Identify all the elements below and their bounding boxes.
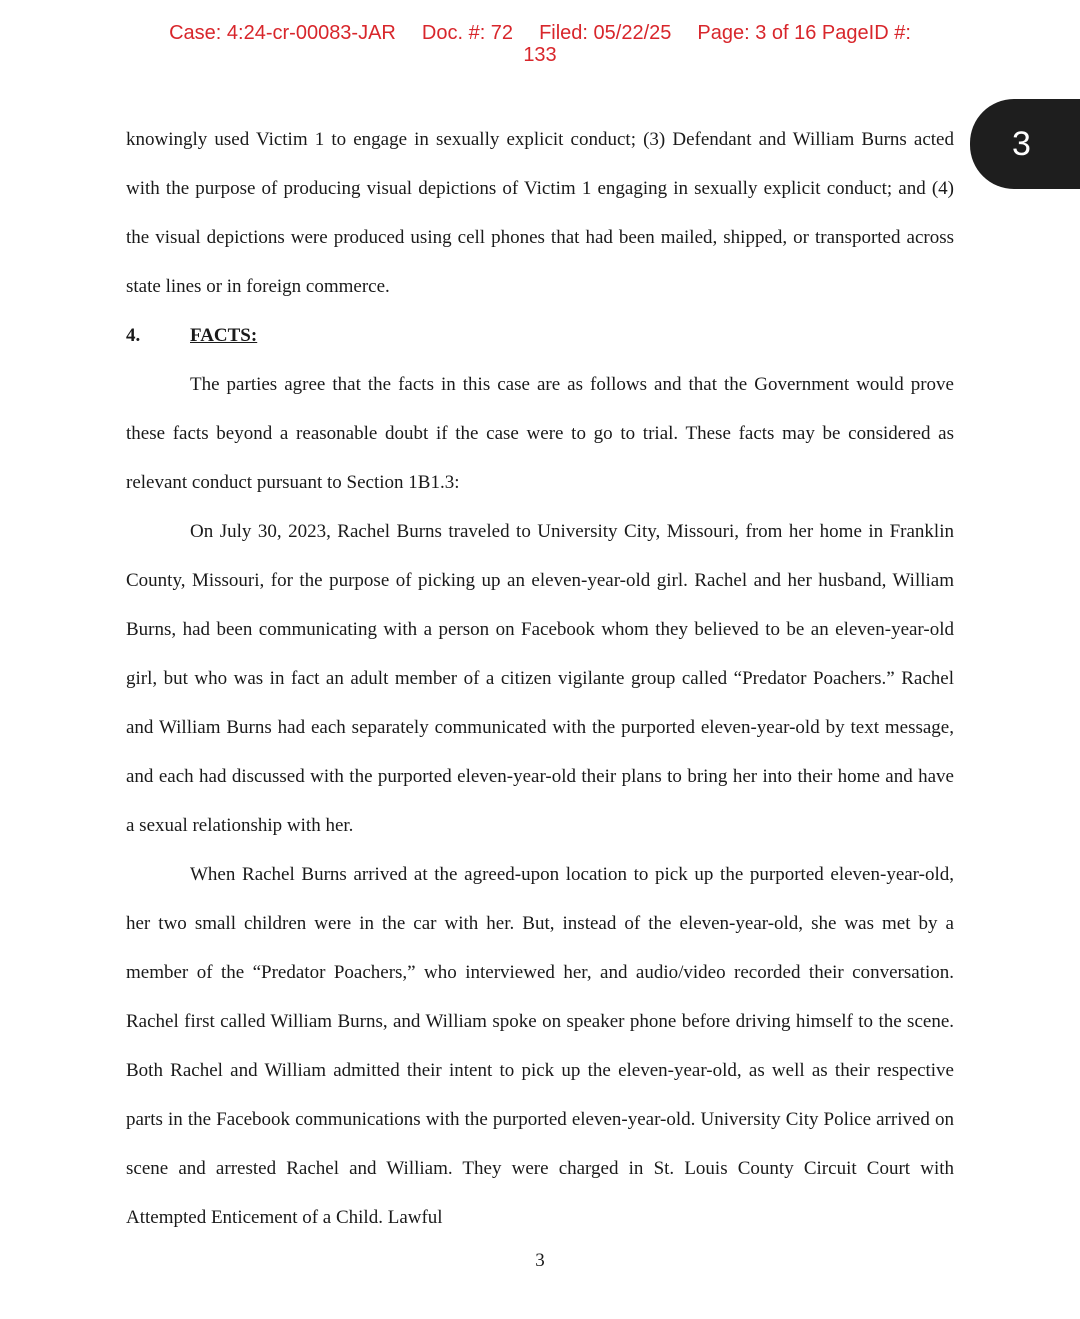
document-number: Doc. #: 72 — [421, 22, 514, 44]
case-number: Case: 4:24-cr-00083-JAR — [169, 22, 396, 44]
paragraph-continued: knowingly used Victim 1 to engage in sexually explicit conduct; (3) Defendant and William Burns acted with the purpose of producing visual depictions of Victim 1 engaging in sexually explicit conduct; and (4) the visual depictions were produced using cell phones that had been mailed, shipped, or transported across state lines or in foreign commerce. — [126, 129, 954, 297]
paragraph-july-30: On July 30, 2023, Rachel Burns traveled to University City, Missouri, from her home in Franklin County, Missouri, for the purpose of picking up an eleven-year-old girl. Rachel and her husband, William Burns, had been communicating with a person on Facebook whom they believed to be an eleven-year-old girl, but who was in fact an adult member of a citizen vigilante group called “Predator Poachers.” Rachel and William Burns had each separately communicated with the purported eleven-year-old by text message, and each had discussed with the purported eleven-year-old their plans to bring her into their home and have a sexual relationship with her. — [126, 521, 954, 836]
page-count: Page: 3 of 16 PageID #: — [697, 22, 911, 44]
page-id: 133 — [523, 44, 557, 66]
page-indicator-badge — [970, 99, 1080, 189]
paragraph-arrival: When Rachel Burns arrived at the agreed-upon location to pick up the purported eleven-year-old, her two small children were in the car with her. But, instead of the eleven-year-old, she was met by a member of the “Predator Poachers,” who interviewed her, and audio/video recorded their conversation. Rachel first called William Burns, and William spoke on speaker phone before driving himself to the scene. Both Rachel and William admitted their intent to pick up the eleven-year-old, as well as their respective parts in the Facebook communications with the purported eleven-year-old. University City Police arrived on scene and arrested Rachel and William. They were charged in St. Louis County Circuit Court with Attempted Enticement of a Child. Lawful — [126, 864, 954, 1228]
footer-page-number: 3 — [535, 1250, 545, 1271]
section-heading — [126, 311, 954, 360]
paragraph-agreement: The parties agree that the facts in this case are as follows and that the Government would prove these facts beyond a reasonable doubt if the case were to go to trial. These facts may be considered as relevant conduct pursuant to Section 1B1.3: — [126, 374, 954, 493]
court-filing-header — [0, 22, 1080, 66]
document-body — [126, 115, 954, 1242]
header-line-1 — [0, 22, 1080, 44]
page-indicator-number: 3 — [1012, 124, 1031, 163]
section-title: FACTS: — [190, 325, 258, 346]
section-number: 4. — [126, 325, 141, 346]
filed-date: Filed: 05/22/25 — [539, 22, 672, 44]
